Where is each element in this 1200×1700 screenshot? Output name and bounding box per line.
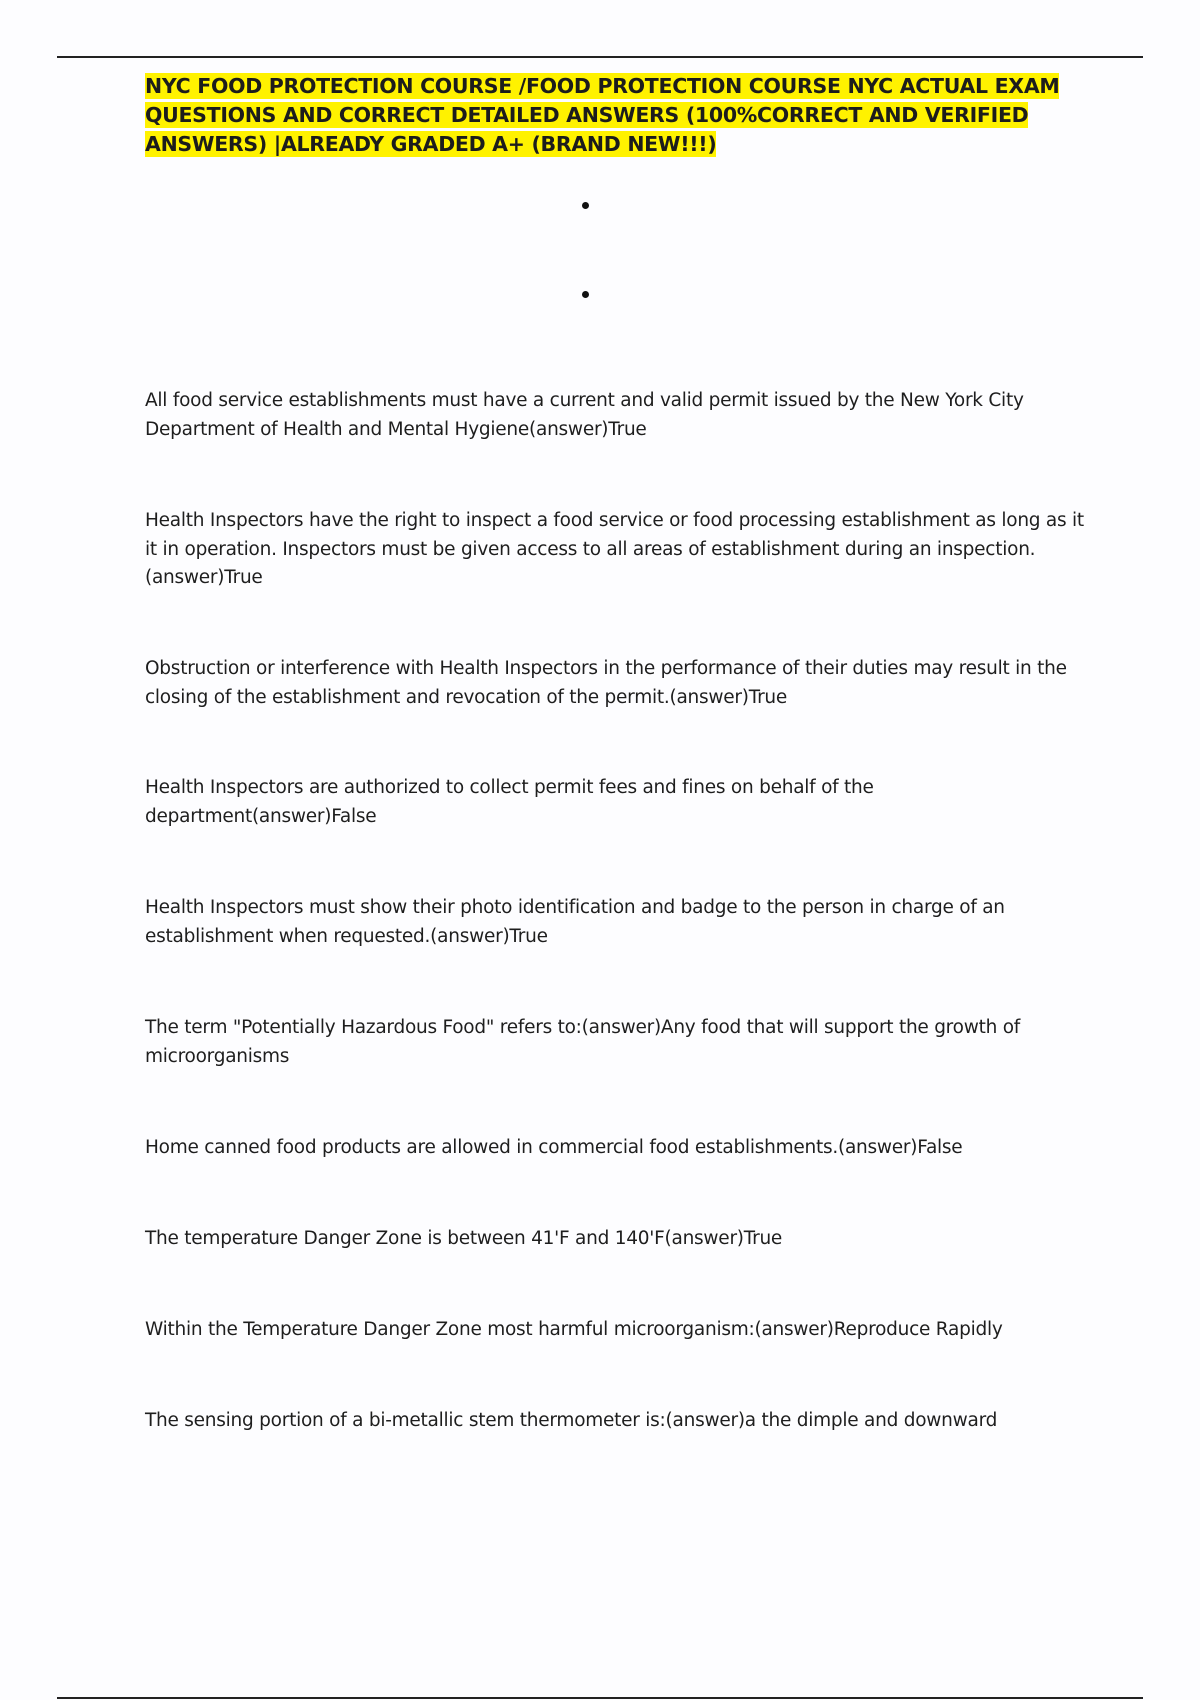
document-title: [145, 72, 1065, 159]
bullet-dot: [582, 291, 589, 298]
qa-item-8: The temperature Danger Zone is between 41'F and 140'F(answer)True: [145, 1228, 783, 1249]
qa-item-10: The sensing portion of a bi-metallic stem thermometer is:(answer)a the dimple and downward: [145, 1410, 998, 1431]
title-highlight: NYC FOOD PROTECTION COURSE /FOOD PROTECTION COURSE NYC ACTUAL EXAM QUESTIONS AND CORRECT DETAILED ANSWERS (100%CORRECT AND VERIFIED ANSWERS) |ALREADY GRADED A+ (BRAND NEW!!!): [145, 74, 1060, 156]
qa-item-2: Health Inspectors have the right to inspect a food service or food processing establishment as long as it it in operation. Inspectors must be given access to all areas of establishment during an inspection.(answer)True: [145, 510, 1084, 588]
bullet-dot: [582, 202, 589, 209]
qa-item-1: All food service establishments must have a current and valid permit issued by the New York City Department of Health and Mental Hygiene(answer)True: [145, 390, 1024, 440]
top-rule: [57, 56, 1143, 58]
qa-item-4: Health Inspectors are authorized to collect permit fees and fines on behalf of the department(answer)False: [145, 777, 874, 827]
qa-item-3: Obstruction or interference with Health Inspectors in the performance of their duties may result in the closing of the establishment and revocation of the permit.(answer)True: [145, 658, 1067, 708]
qa-item-6: The term "Potentially Hazardous Food" refers to:(answer)Any food that will support the growth of microorganisms: [145, 1017, 1021, 1067]
bottom-rule: [57, 1697, 1143, 1699]
qa-item-5: Health Inspectors must show their photo identification and badge to the person in charge of an establishment when requested.(answer)True: [145, 897, 1005, 947]
qa-item-7: Home canned food products are allowed in commercial food establishments.(answer)False: [145, 1137, 963, 1158]
qa-item-9: Within the Temperature Danger Zone most harmful microorganism:(answer)Reproduce Rapidly: [145, 1319, 1003, 1340]
